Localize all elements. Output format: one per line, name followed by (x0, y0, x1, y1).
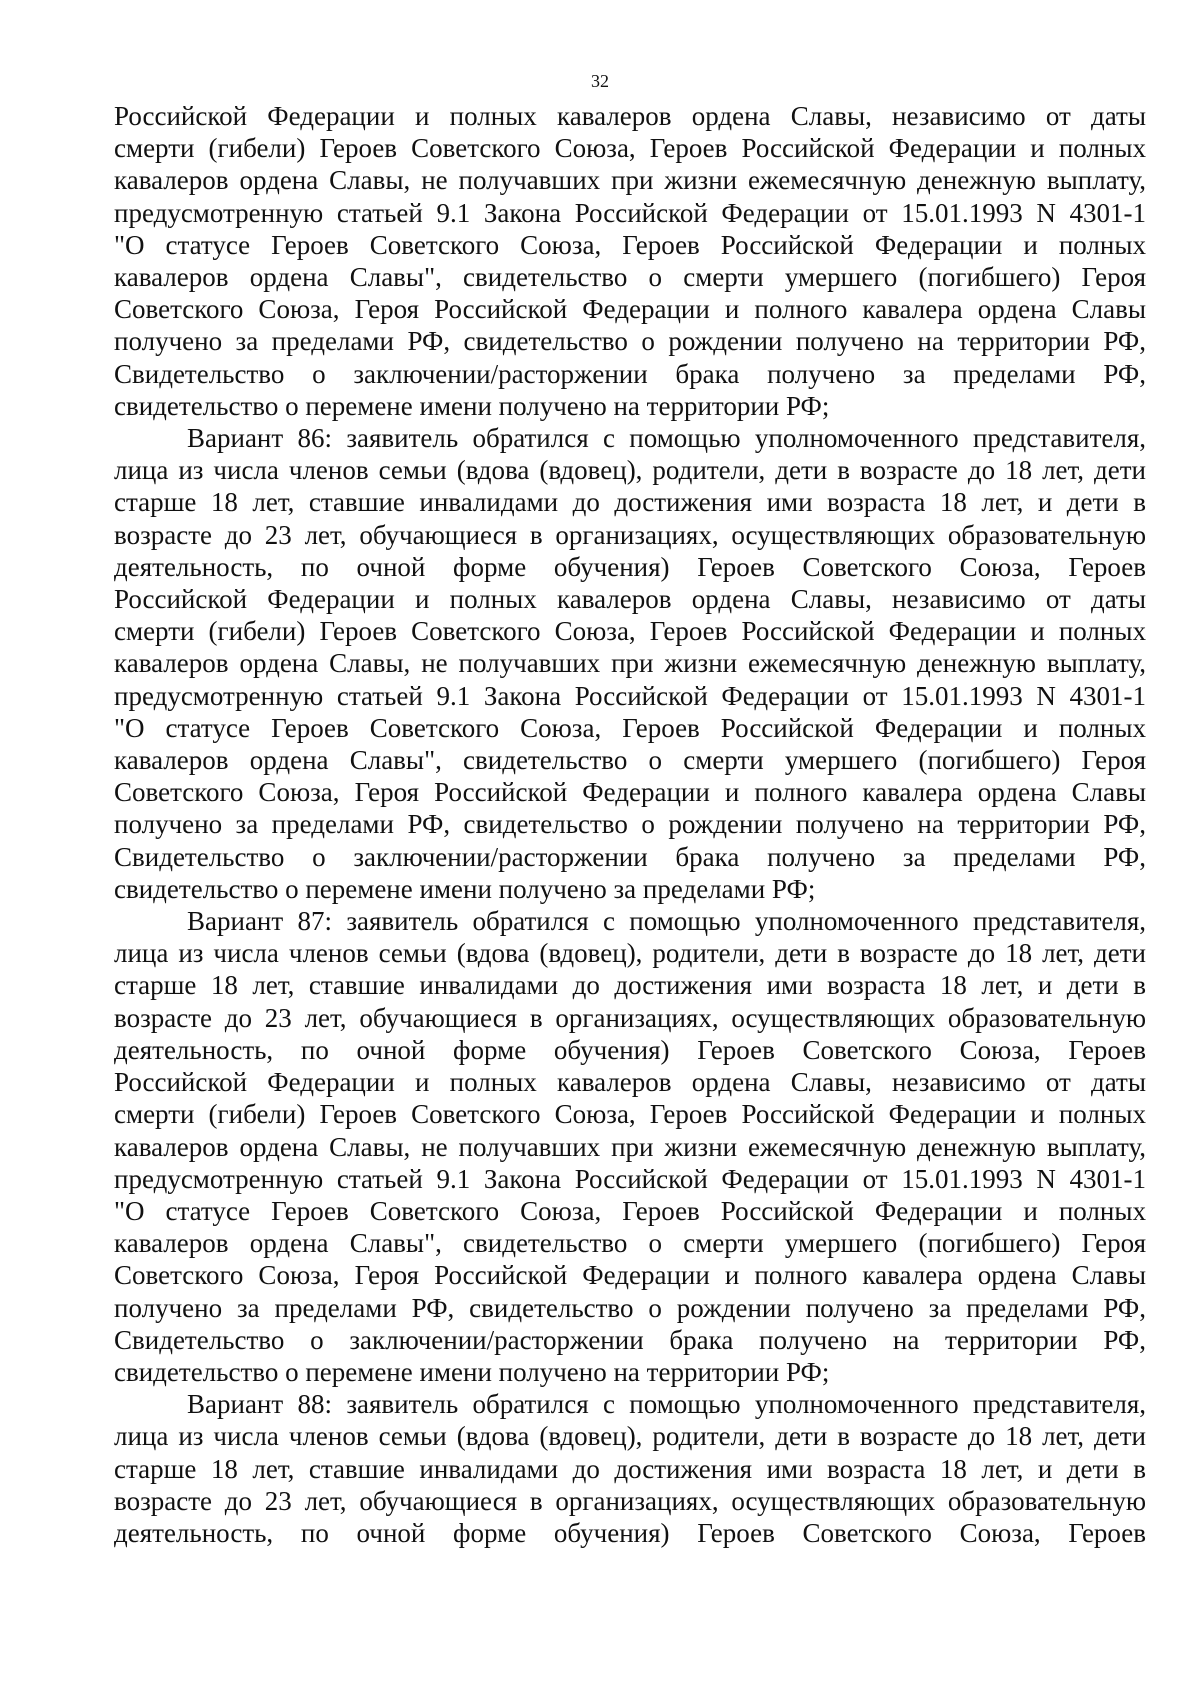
text-line: старше 18 лет, ставшие инвалидами до достижения ими возраста 18 лет, и дети в (114, 487, 1146, 518)
text-line: Вариант 88: заявитель обратился с помощью уполномоченного представителя, (187, 1389, 1146, 1420)
text-line: возрасте до 23 лет, обучающиеся в организациях, осуществляющих образовательную (114, 1002, 1146, 1033)
paragraph (114, 1388, 1146, 1549)
text-line: Свидетельство о заключении/расторжении брака получено за пределами РФ, (114, 841, 1146, 872)
text-line: предусмотренную статьей 9.1 Закона Российской Федерации от 15.01.1993 N 4301-1 (114, 680, 1146, 711)
text-line: смерти (гибели) Героев Советского Союза, Героев Российской Федерации и полных (114, 1099, 1146, 1130)
text-line: деятельность, по очной форме обучения) Героев Советского Союза, Героев (114, 1517, 1146, 1548)
text-line: Российской Федерации и полных кавалеров ордена Славы, независимо от даты (114, 584, 1146, 615)
paragraph (114, 422, 1146, 905)
text-line: старше 18 лет, ставшие инвалидами до достижения ими возраста 18 лет, и дети в (114, 970, 1146, 1001)
text-line: кавалеров ордена Славы, не получавших при жизни ежемесячную денежную выплату, (114, 648, 1146, 679)
text-line: деятельность, по очной форме обучения) Героев Советского Союза, Героев (114, 551, 1146, 582)
text-line: Российской Федерации и полных кавалеров ордена Славы, независимо от даты (114, 101, 1146, 131)
paragraph (114, 905, 1146, 1388)
text-line: получено за пределами РФ, свидетельство о рождении получено за пределами РФ, (114, 1292, 1146, 1323)
text-line: свидетельство о перемене имени получено за пределами РФ; (114, 873, 816, 904)
text-line: "О статусе Героев Советского Союза, Героев Российской Федерации и полных (114, 712, 1146, 743)
text-line: Вариант 86: заявитель обратился с помощью уполномоченного представителя, (187, 423, 1146, 454)
text-line: старше 18 лет, ставшие инвалидами до достижения ими возраста 18 лет, и дети в (114, 1453, 1146, 1484)
text-line: кавалеров ордена Славы, не получавших при жизни ежемесячную денежную выплату, (114, 165, 1146, 196)
text-line: кавалеров ордена Славы, не получавших при жизни ежемесячную денежную выплату, (114, 1131, 1146, 1162)
text-line: Советского Союза, Героя Российской Федерации и полного кавалера ордена Славы (114, 777, 1146, 808)
text-line: предусмотренную статьей 9.1 Закона Российской Федерации от 15.01.1993 N 4301-1 (114, 1163, 1146, 1194)
text-line: возрасте до 23 лет, обучающиеся в организациях, осуществляющих образовательную (114, 519, 1146, 550)
text-line: Свидетельство о заключении/расторжении брака получено на территории РФ, (114, 1324, 1146, 1355)
text-line: лица из числа членов семьи (вдова (вдовец), родители, дети в возрасте до 18 лет, дети (114, 1421, 1146, 1452)
text-line: возрасте до 23 лет, обучающиеся в организациях, осуществляющих образовательную (114, 1485, 1146, 1516)
text-line: кавалеров ордена Славы", свидетельство о смерти умершего (погибшего) Героя (114, 262, 1146, 293)
text-line: Советского Союза, Героя Российской Федерации и полного кавалера ордена Славы (114, 1260, 1146, 1291)
text-line: лица из числа членов семьи (вдова (вдовец), родители, дети в возрасте до 18 лет, дети (114, 938, 1146, 969)
text-line: кавалеров ордена Славы", свидетельство о смерти умершего (погибшего) Героя (114, 745, 1146, 776)
text-line: "О статусе Героев Советского Союза, Героев Российской Федерации и полных (114, 1195, 1146, 1226)
text-line: лица из числа членов семьи (вдова (вдовец), родители, дети в возрасте до 18 лет, дети (114, 455, 1146, 486)
text-line: смерти (гибели) Героев Советского Союза, Героев Российской Федерации и полных (114, 616, 1146, 647)
text-line: предусмотренную статьей 9.1 Закона Российской Федерации от 15.01.1993 N 4301-1 (114, 197, 1146, 228)
text-line: Вариант 87: заявитель обратился с помощью уполномоченного представителя, (187, 906, 1146, 937)
text-line: деятельность, по очной форме обучения) Героев Советского Союза, Героев (114, 1034, 1146, 1065)
document-body (114, 100, 1146, 1549)
text-line: кавалеров ордена Славы", свидетельство о смерти умершего (погибшего) Героя (114, 1228, 1146, 1259)
text-line: "О статусе Героев Советского Союза, Героев Российской Федерации и полных (114, 229, 1146, 260)
text-line: свидетельство о перемене имени получено на территории РФ; (114, 1356, 830, 1387)
text-line: Советского Союза, Героя Российской Федерации и полного кавалера ордена Славы (114, 294, 1146, 325)
text-line: Свидетельство о заключении/расторжении брака получено за пределами РФ, (114, 358, 1146, 389)
text-line: смерти (гибели) Героев Советского Союза, Героев Российской Федерации и полных (114, 133, 1146, 164)
text-line: свидетельство о перемене имени получено на территории РФ; (114, 390, 830, 421)
page-number: 32 (591, 71, 609, 91)
text-line: получено за пределами РФ, свидетельство о рождении получено на территории РФ, (114, 326, 1146, 357)
paragraph (114, 100, 1146, 422)
text-line: получено за пределами РФ, свидетельство о рождении получено на территории РФ, (114, 809, 1146, 840)
text-line: Российской Федерации и полных кавалеров ордена Славы, независимо от даты (114, 1067, 1146, 1098)
